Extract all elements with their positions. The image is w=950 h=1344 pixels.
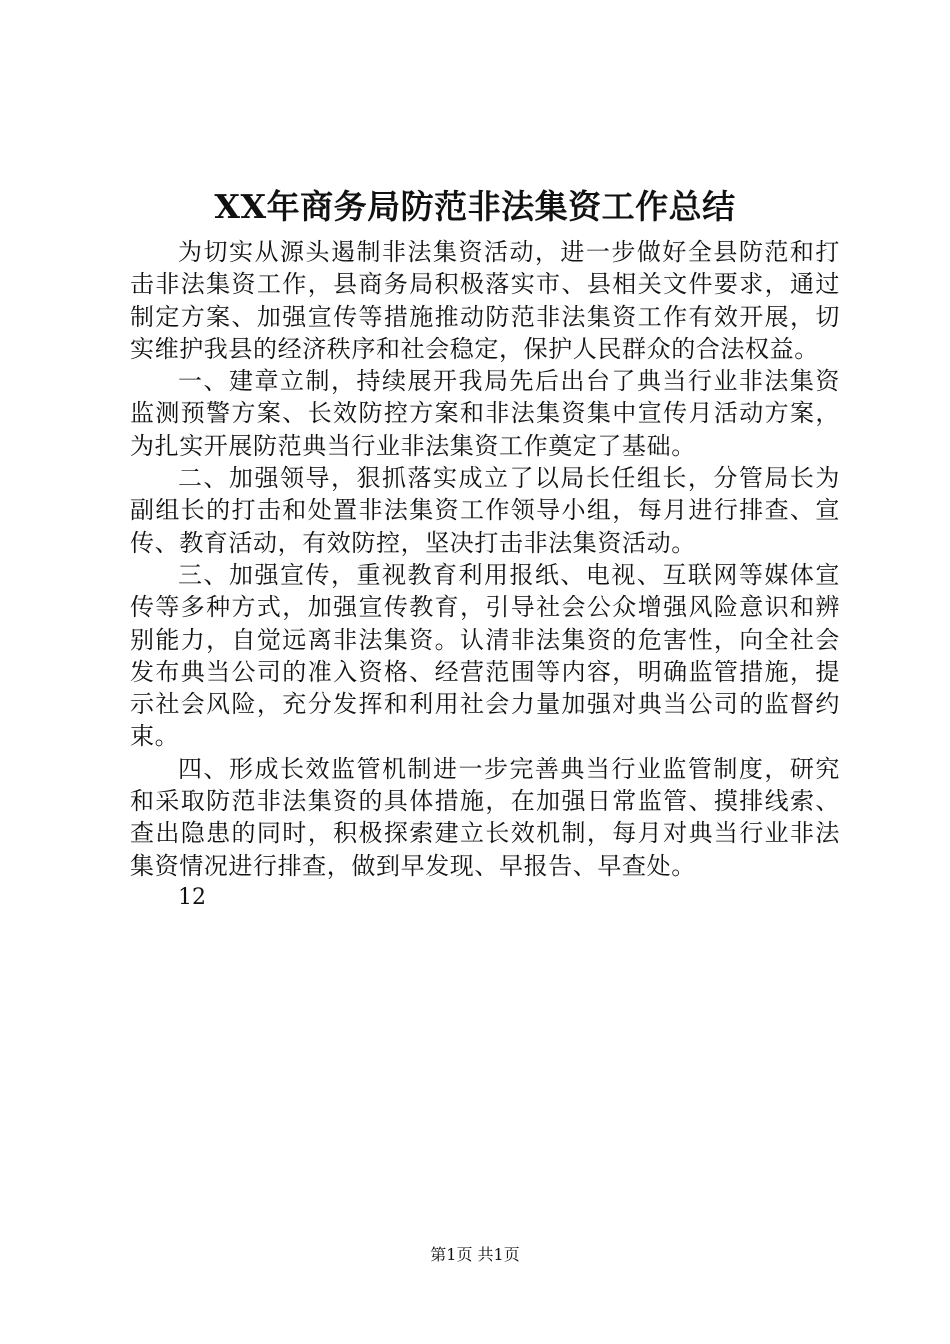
trailing-number: 12 xyxy=(178,884,206,910)
document-body xyxy=(130,236,840,914)
section-3-paragraph: 三、加强宣传，重视教育利用报纸、电视、互联网等媒体宣传等多种方式，加强宣传教育，引导社会公众增强风险意识和辨别能力，自觉远离非法集资。认清非法集资的危害性，向全社会发布典当公司的准入资格、经营范围等内容，明确监管措施，提示社会风险，充分发挥和利用社会力量加强对典当公司的监督约束。 xyxy=(130,560,840,751)
section-4-paragraph: 四、形成长效监管机制进一步完善典当行业监管制度，研究和采取防范非法集资的具体措施，在加强日常监管、摸排线索、查出隐患的同时，积极探索建立长效机制，每月对典当行业非法集资情况进行排查，做到早发现、早报告、早查处。 xyxy=(130,754,840,880)
page-footer: 第1页 共1页 xyxy=(430,1245,520,1264)
document-title: XX年商务局防范非法集资工作总结 xyxy=(214,187,736,226)
section-2-paragraph: 二、加强领导，狠抓落实成立了以局长任组长，分管局长为副组长的打击和处置非法集资工作领导小组，每月进行排查、宣传、教育活动，有效防控，坚决打击非法集资活动。 xyxy=(130,464,840,557)
intro-paragraph: 为切实从源头遏制非法集资活动，进一步做好全县防范和打击非法集资工作，县商务局积极落实市、县相关文件要求，通过制定方案、加强宣传等措施推动防范非法集资工作有效开展，切实维护我县的经济秩序和社会稳定，保护人民群众的合法权益。 xyxy=(130,238,840,363)
section-1-paragraph: 一、建章立制，持续展开我局先后出台了典当行业非法集资监测预警方案、长效防控方案和非法集资集中宣传月活动方案，为扎实开展防范典当行业非法集资工作奠定了基础。 xyxy=(130,367,840,460)
